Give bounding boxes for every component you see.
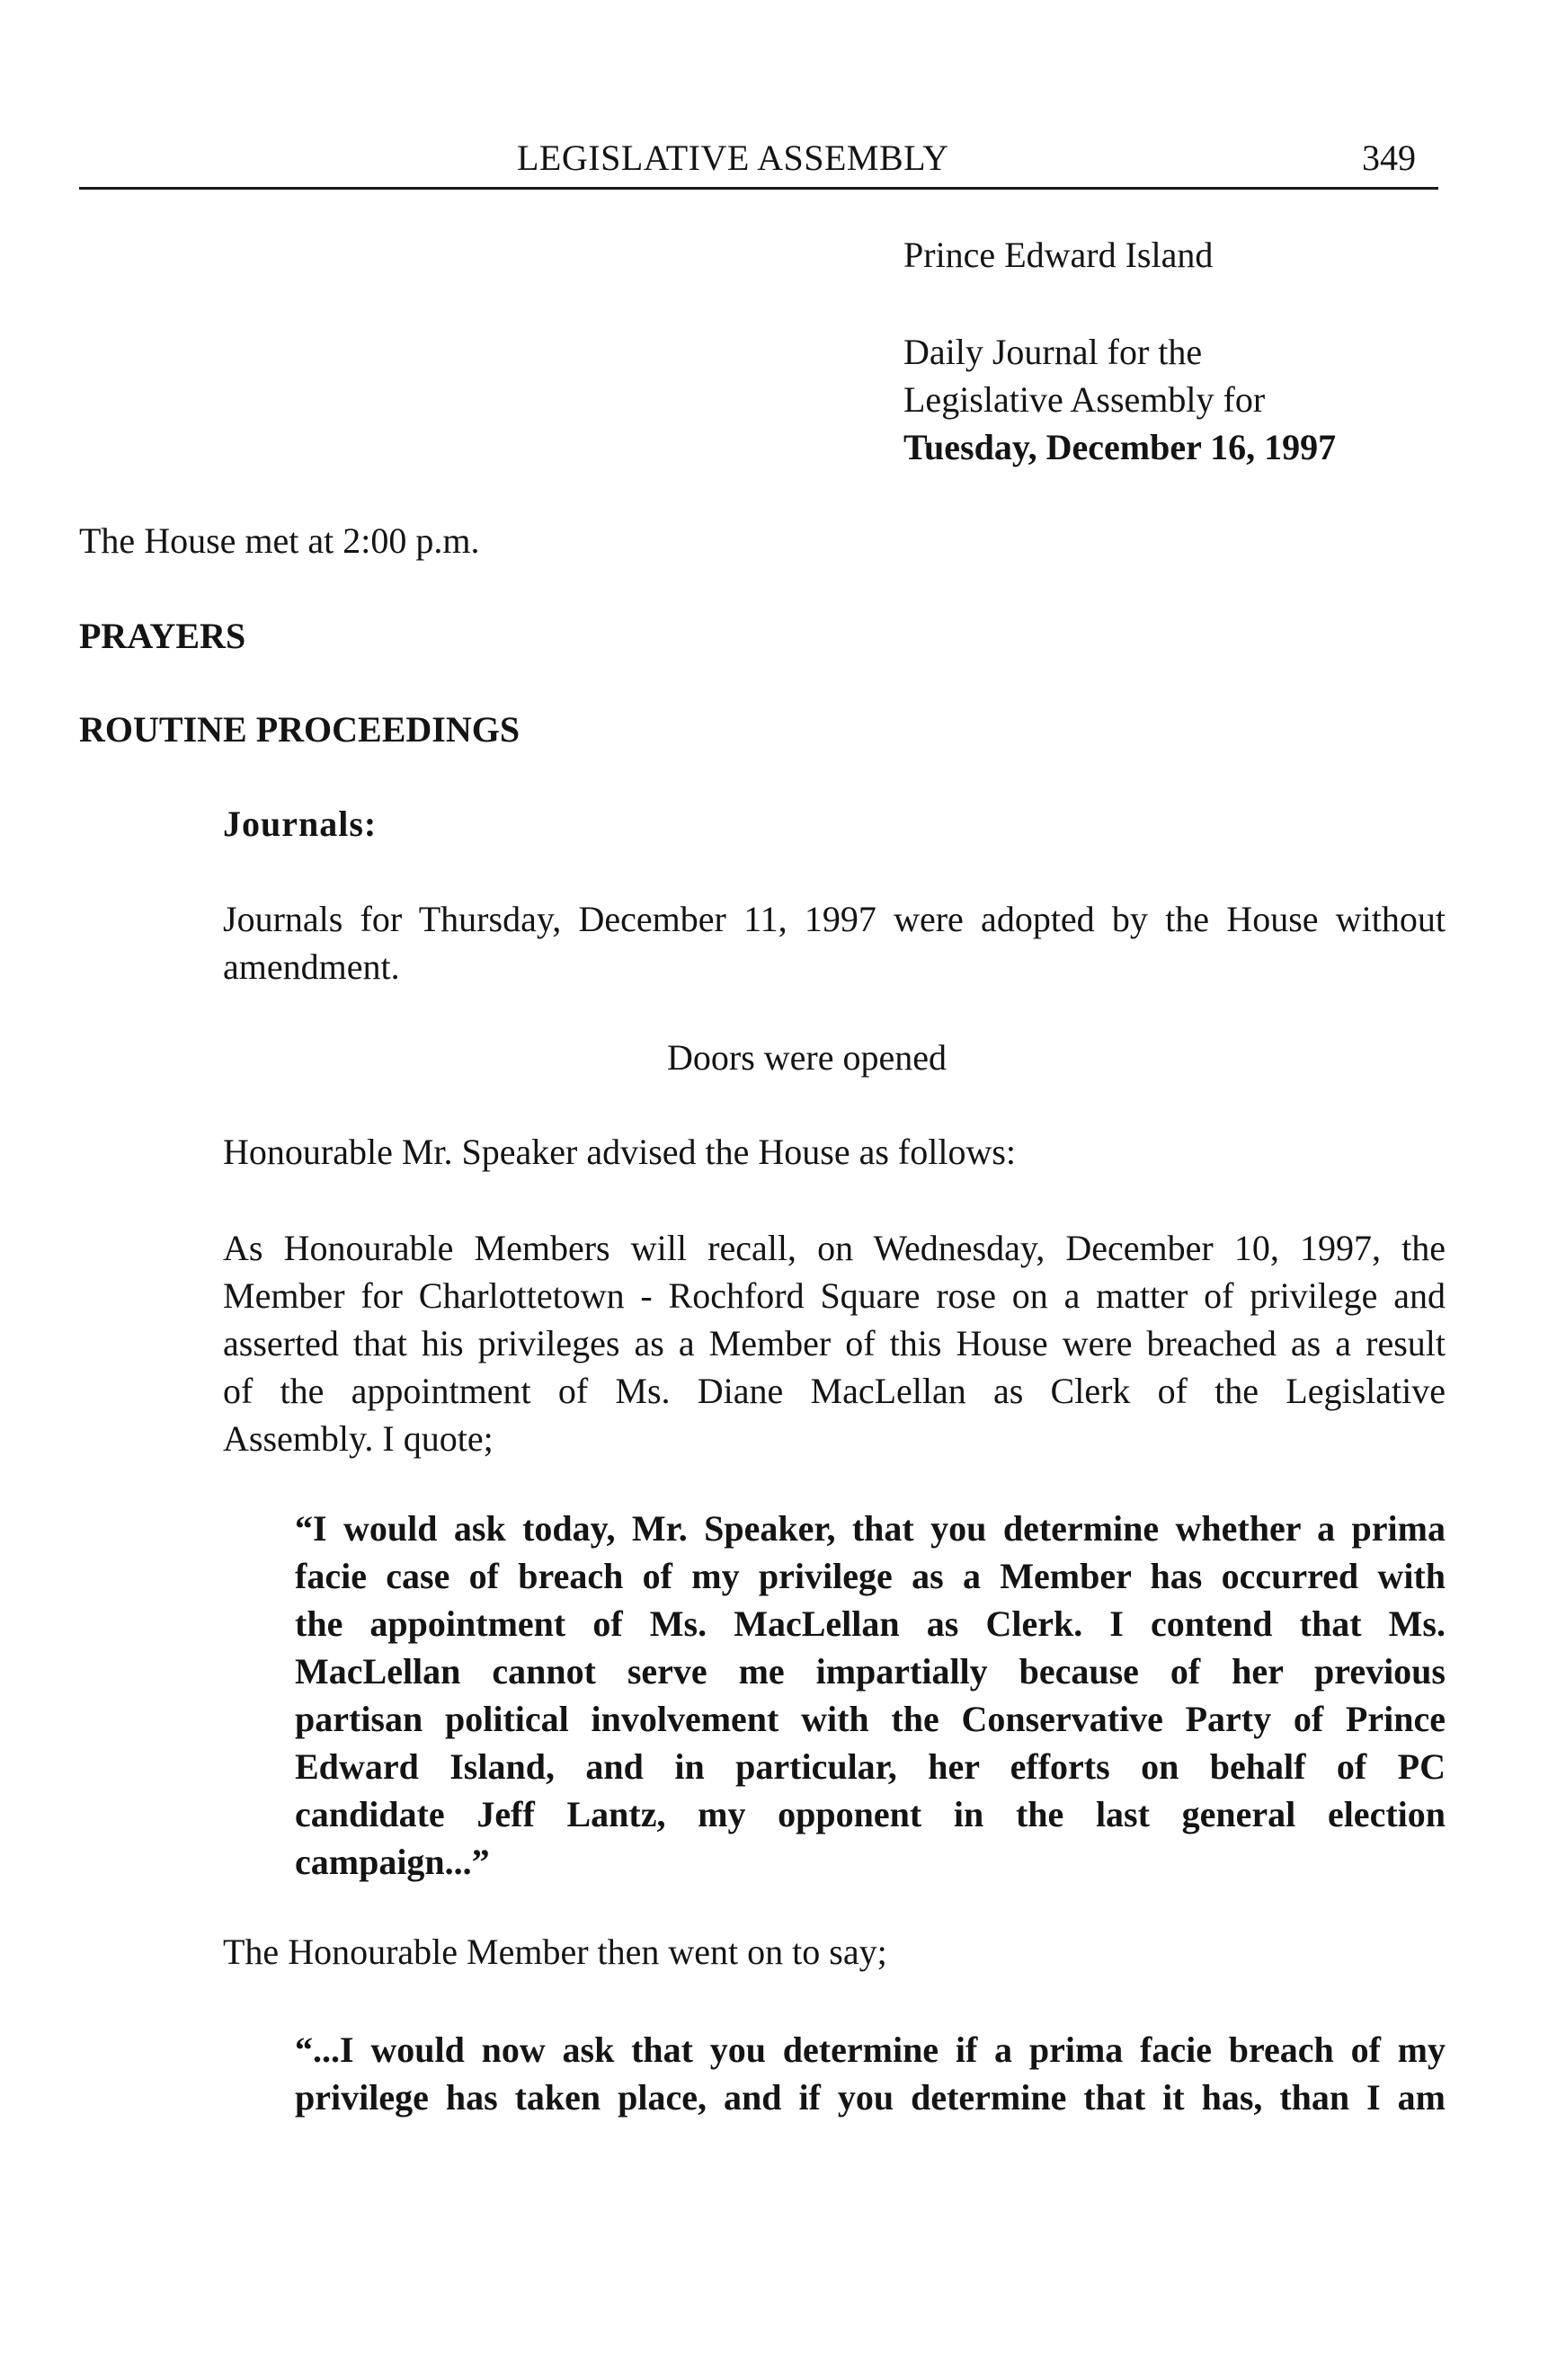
quote-line: privilege has taken place, and if you determine that it has, than I am	[295, 2077, 1446, 2118]
journals-line-1: Journals for Thursday, December 11, 1997 were adopted by the House without	[223, 899, 1446, 939]
doors-opened-text: Doors were opened	[667, 1037, 947, 1078]
routine-proceedings-heading: ROUTINE PROCEEDINGS	[79, 709, 520, 750]
quote-line: candidate Jeff Lantz, my opponent in the last general election	[295, 1794, 1446, 1834]
journal-line-2: Legislative Assembly for	[903, 379, 1266, 420]
quote-block-1	[295, 1505, 1446, 1886]
quote-line: MacLellan cannot serve me impartially because of her previous	[295, 1651, 1446, 1692]
house-met-text: The House met at 2:00 p.m.	[79, 520, 480, 561]
recall-paragraph	[223, 1224, 1446, 1462]
recall-line: of the appointment of Ms. Diane MacLellan as Clerk of the Legislative	[223, 1371, 1446, 1411]
quote-line: “I would ask today, Mr. Speaker, that you determine whether a prima	[295, 1508, 1446, 1549]
prayers-heading: PRAYERS	[79, 616, 246, 656]
quote-line: the appointment of Ms. MacLellan as Clerk. I contend that Ms.	[295, 1603, 1446, 1644]
recall-line: Member for Charlottetown - Rochford Square rose on a matter of privilege and	[223, 1275, 1446, 1316]
quote-line: “...I would now ask that you determine if a prima facie breach of my	[295, 2029, 1446, 2070]
journals-heading: Journals:	[223, 804, 378, 844]
journals-line-2: amendment.	[223, 946, 400, 987]
recall-line: asserted that his privileges as a Member of this House were breached as a result	[223, 1323, 1446, 1363]
page-number: 349	[1362, 138, 1416, 178]
quote-line: campaign...”	[295, 1842, 490, 1882]
speaker-advised-text: Honourable Mr. Speaker advised the House as follows:	[223, 1132, 1017, 1172]
header-rule	[79, 187, 1438, 190]
quote-line: Edward Island, and in particular, her efforts on behalf of PC	[295, 1746, 1446, 1787]
member-went-on-text: The Honourable Member then went on to say;	[223, 1932, 887, 1972]
journal-line-1: Daily Journal for the	[903, 332, 1203, 372]
journals-paragraph	[223, 895, 1446, 990]
province-name: Prince Edward Island	[903, 235, 1214, 275]
journal-date: Tuesday, December 16, 1997	[903, 427, 1337, 467]
recall-line: Assembly. I quote;	[223, 1418, 494, 1459]
quote-line: partisan political involvement with the Conservative Party of Prince	[295, 1699, 1446, 1739]
recall-line: As Honourable Members will recall, on Wednesday, December 10, 1997, the	[223, 1228, 1446, 1268]
running-header-title: LEGISLATIVE ASSEMBLY	[517, 138, 949, 178]
quote-line: facie case of breach of my privilege as a Member has occurred with	[295, 1556, 1446, 1596]
quote-block-2	[295, 2026, 1446, 2121]
